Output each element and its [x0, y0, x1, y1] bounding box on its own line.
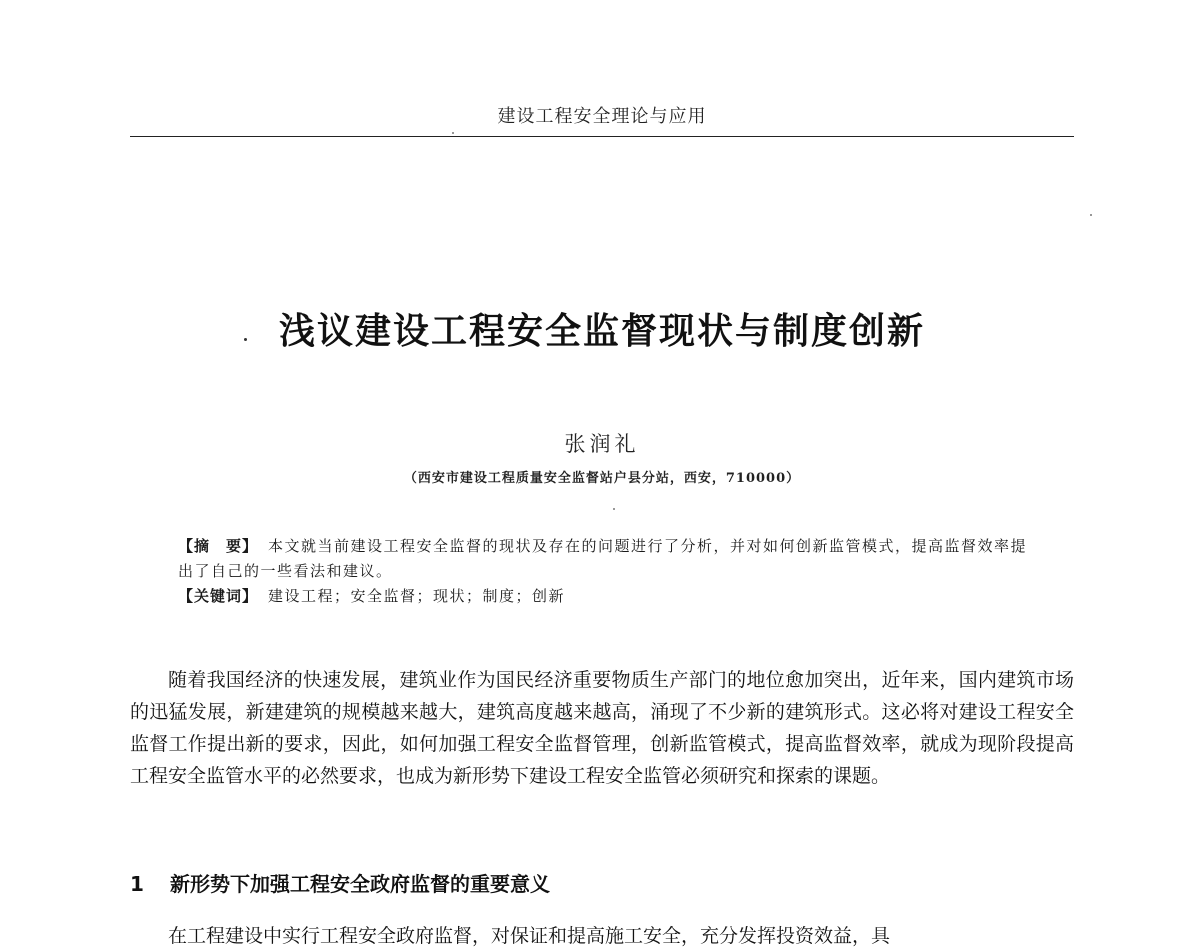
intro-section: [130, 664, 1074, 792]
intro-paragraph: 随着我国经济的快速发展，建筑业作为国民经济重要物质生产部门的地位愈加突出，近年来，国内建筑市场的迅猛发展，新建建筑的规模越来越大，建筑高度越来越高，涌现了不少新的建筑形式。这必将对建设工程安全监督工作提出新的要求，因此，如何加强工程安全监督管理，创新监管模式，提高监督效率，就成为现阶段提高工程安全监管水平的必然要求，也成为新形势下建设工程安全监管必须研究和探索的课题。: [130, 669, 1074, 787]
author-affiliation: （西安市建设工程质量安全监督站户县分站，西安，710000）: [403, 471, 801, 486]
section-title: 新形势下加强工程安全政府监督的重要意义: [170, 872, 550, 896]
header-rule: [130, 136, 1074, 137]
abstract-paragraph: [178, 534, 1038, 584]
paper-title: 浅议建设工程安全监督现状与制度创新: [278, 311, 925, 352]
section-number: 1: [130, 872, 144, 896]
scan-speck: [613, 508, 615, 510]
scan-speck: [452, 132, 454, 134]
abstract-label: 【摘 要】: [178, 537, 259, 555]
abstract-block: [178, 534, 1038, 609]
abstract-text: 本文就当前建设工程安全监督的现状及存在的问题进行了分析，并对如何创新监管模式，提高监督效率提出了自己的一些看法和建议。: [178, 537, 1028, 580]
author-name: 张润礼: [564, 432, 640, 456]
keywords-text: 建设工程；安全监督；现状；制度；创新: [268, 587, 566, 605]
section-heading: [130, 868, 1074, 897]
running-header: 建设工程安全理论与应用: [497, 106, 707, 127]
section-body-first-line: 在工程建设中实行工程安全政府监督，对保证和提高施工安全，充分发挥投资效益，具: [168, 925, 891, 947]
scan-speck: [1090, 214, 1092, 216]
keywords-label: 【关键词】: [178, 587, 259, 605]
keywords-paragraph: [178, 584, 1038, 609]
